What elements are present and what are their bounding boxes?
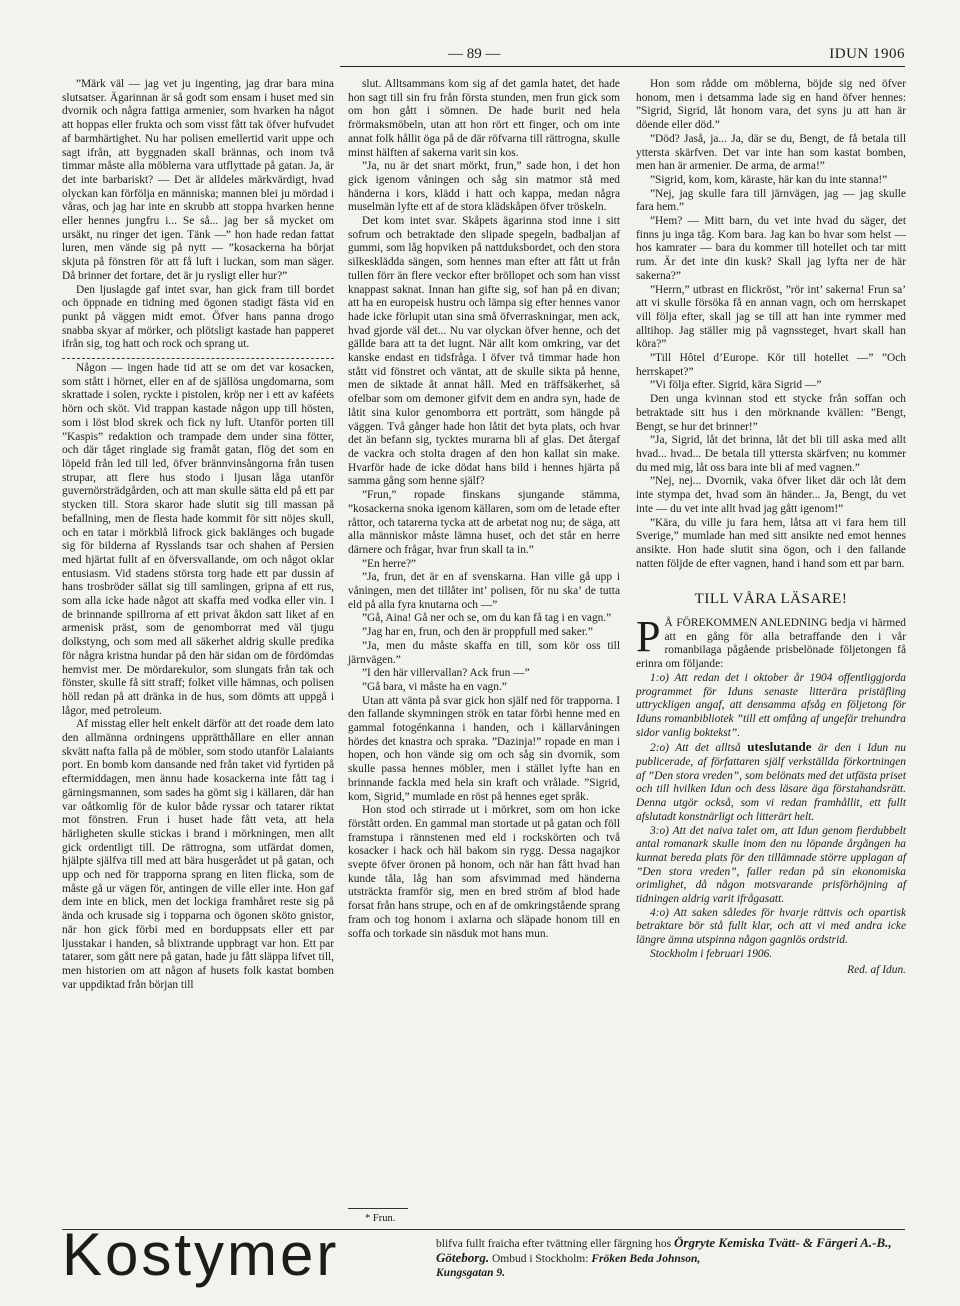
advertisement-agent-label: Ombud i Stockholm:	[491, 1253, 589, 1265]
notice-item-2-pre: 2:o) Att det alltså	[650, 742, 741, 755]
paragraph: ”Kära, du ville ju fara hem, låtsa att vi fara hem till Sverige,” mumlade han med sitt ansikte ned emot hennes ansikte. Hon hade slutit sina ögon, och i den fallande natten följde de efter vagnen, hand i hand som ett par barn.	[636, 516, 906, 570]
paragraph: Den ljuslagde gaf intet svar, han gick fram till bordet och öppnade en tidning med ögonen stadigt fästa vid en punkt på väggen midt emot. Öfver hans panna drogo snabba skyar af mörker, och plötsligt kastade han papperet ifrån sig, tog hatt och rock och sprang ut.	[62, 283, 334, 351]
advertisement-headline: Kostymer	[62, 1221, 340, 1288]
footnote-rule	[348, 1208, 408, 1209]
paragraph: Någon — ingen hade tid att se om det var kosacken, som stått i hörnet, eller en af de själlösa ungdomarna, som skrattade i solen, ryckte i pistolen, kröp ner i ett av kaféets hörn och sköt. Vid trappan kastade någon upp till hösten, som i löst blod skrek och fick ny luft. Utanför porten till ”Kaspis” redaktion och trampade dem under sina fötter, och där tåget ringlade sig framåt gatan, flög det som en löpeld från led till led, öfver brännvinsångorna från tusen strupar, att flere hus stodo i ljusan låga utanför guvernörsträdgården, och att man skulle sätta eld på ett par stycken till. Stora skaror hade slutit sig till massan på befallning, men de flesta hade kommit för sitt nöjes skull, och en tatar i mörkblå lifrock gick baklänges och bugade sig för bilderna af Rysslands tsar och shahen af Persien med hjärtat fullt af en öfversvallande, om och något oklar entusiasm. Vid stadens största torg hade ett par dussin af hans trosbröder sällat sig till samlingen, gripna af ett rus, som alla icke hade något att skaffa med vodka eller vin. I de brinnande spillrorna af ett privat åkdon satt liket af en armenisk präst, som de genomborrat med väl tjugu dolkstyng, och som med all säkerhet aldrig skulle predika för några kristna hundar på den här sidan om de fördömdas hemvist mer. De mördarekulor, som slungats från tak och fönster, skulle få sitt straff; folket ville hämnas, och polisen höll redan på att dränka in de hus, som dömts att uppgå i lågor, med petroleum.	[62, 362, 334, 717]
advertisement-address: Kungsgatan 9.	[436, 1267, 506, 1279]
notice-item-2-post: är den i Idun nu publicerade, af författaren själf verkställda förkortningen af ”Den stora vreden”, som belönats med det utfästa priset och till hvilken Idun och dess läsare äga förstahandsrätt. Denna utgör också, som vi redan framhållit, ett fullt afslutadt konstnärligt och litterärt helt.	[636, 742, 906, 823]
paragraph: ”Sigrid, kom, kom, käraste, här kan du inte stanna!”	[650, 173, 888, 186]
drop-cap: P	[636, 612, 661, 662]
paragraph: ”Nej, nej... Dvornik, vaka öfver liket där och låt dem inte stympa det, hvad som än händer... Ja, Bengt, du vet inte — du vet inte allt hvad jag gått igenom!”	[636, 475, 906, 515]
page-number: — 89 —	[448, 46, 501, 62]
paragraph: ”Märk väl — jag vet ju ingenting, jag drar bara mina slutsatser. Ägarinnan är så godt som ensam i huset med sin dvornik och några fattiga armenier, som hvarken ha något att hoppas eller frukta och som visst fått tak öfver hufvudet af barmhärtighet. Nu har polisen emellertid varit uppe och sagt ifrån, att byggnaden skall brännas, och inom två timmar måste alla möblerna vara utflyttade på gatan. Ja, är det inte barbariskt? — Det är alldeles märkvärdigt, hvad olyckan kan förfölja en människa; mannen blei ju mördad i våras, och jag har inte en skrubb att stoppa hvarken henne eller hennes jungfru i... Se så... jag ber så mycket om ursäkt, nu ringer det igen. Tänk —” hon hade redan fattat luren, men vände sig på nytt — ”kosackerna ha börjat skjuta på fönstren för att få luft i luckan, som man säger. Då brinner det fortare, det är ju rysligt eller hur?”	[62, 78, 334, 282]
notice-item-2	[636, 740, 906, 824]
paragraph: Hon som rådde om möblerna, böjde sig ned öfver honom, men i detsamma lade sig en hand öfver hennes: ”Sigrid, Sigrid, låt honom vara, det syns ju att han är döende eller död.”	[636, 78, 906, 132]
notice-intro	[636, 612, 906, 672]
paragraph: Det kom intet svar. Skåpets ägarinna stod inne i sitt sofrum och betraktade den slipade spegeln, badbaljan af gummi, som låg hopviken på nattduksbordet, och den stora silkesklädda sängen, som hennes man efter att fått ut från tullen förr än flere veckor efter bröllopet och som han visst knappast saknat. Innan han gifte sig, sof han på en divan; att ha en europeisk hustru och lämpa sig efter hennes vanor hade icke förlupit utan sina små öfverraskningar, men ack, hvad gjorde väl det... Nu var olyckan öfver henne, och det gällde bara att ta det lugnt. När allt kom omkring, var det kanske endast en tidsfråga. I öfver två timmar hade hon stått vid fönstret och väntat, att de skulle sikta på henne, men de siktade åt annat håll. Med en träffsäkerhet, så ofelbar som om demoner gifvit dem en andra syn, hade de låtit sina kulor genomborra ett porträtt, som hängde på väggen. Två gånger hade hon låtit det byta plats, och hvar det än befann sig, tycktes murarna bli af glas. Det återgaf de vackra och stolta dragen af den hon kallat sin make. Hvarför hade de icke dödat hans bild i hennes hjärta på samma gång som henne själf?	[348, 215, 620, 488]
paragraph: Af misstag eller helt enkelt därför att det roade dem lato den allmänna ordningens upprätthållare en eller annan skvätt nafta falla på de möbler, som stodo utanför Lalaiants port. En bomb kom dansande ned från taket vid fyrtiden på eftermiddagen, men ännu hade kosackerna inte fått tag i gärningsmannen, som sades ha gömt sig i källaren, där han var oåtkomlig för de kulor både ryssar och tatarer riktat mot fönstren. Frun i huset hade fått veta, att hela härligheten skulle stickas i brand i mörkningen, men allt gick ordentligt till. De rättrogna, som utfärdat domen, hjälpte själfva till med att bära husgerådet ut på gatan, och upp och ned för trapporna sprang en liten flicka, som de måste gå ur vägen för, antingen de ville eller inte. Hon gaf dem inte en blick, men det lockiga framhåret reste sig på ända och krusade sig i topparna och ögonen sköto gnistor, när hon gick förbi med en borduppsats eller ett par ljusstakar i handen, så blixtrande uppbragt var hon. Ett par tatarer, som gått nere på gatan, hade ju fått släppa lifvet till, men historien om att någon af husets folk kastat bomben var uppdiktad från början till	[62, 718, 334, 991]
advertisement-brand: Örgryte Kemiska Tvätt- & Färgeri A.-B., Göteborg.	[436, 1235, 892, 1265]
section-separator	[62, 358, 334, 359]
paragraph: ”Ja, Sigrid, låt det brinna, låt det bli till aska med allt hvad... hvad... De betala till yttersta skärfven; nu kommer du med mig, låt oss bara inte bli af med vagnen.”	[636, 434, 906, 474]
header-rule	[340, 66, 905, 67]
paragraph: ”Nej, jag skulle fara till järnvägen, jag — jag skulle fara hem.”	[636, 187, 906, 214]
paragraph: ”Ja, nu är det snart mörkt, frun,” sade hon, i det hon gick igenom våningen och såg sin matmor stå med händerna i kors, klädd i hatt och kappa, medan några muselmän lyfte ett af de stora klädskåpen öfver tröskeln.	[348, 160, 620, 214]
paragraph: ”Vi följa efter. Sigrid, kära Sigrid —”	[650, 379, 822, 392]
magazine-title: IDUN 1906	[829, 46, 905, 62]
column-1	[62, 78, 334, 992]
footnote: * Frun.	[365, 1213, 396, 1224]
notice-item-3: 3:o) Att det naiva talet om, att Idun genom fierdubbelt antal romanark skulle inom den nu löpande årgången ha kunnat bereda plats för den tillämnade större upplagan af ”Den stora vreden”, faller redan på sin ekonomiska orimlighet, då någon motsvarande prisförhöjning af tidningen aldrig varit ifrågasatt.	[636, 824, 906, 906]
paragraph: ”Död? Jaså, ja... Ja, där se du, Bengt, de få betala till yttersta skärfven. Det var inte han som kastat bomben, men han är armenier. De arma, de arma!”	[636, 132, 906, 173]
paragraph: ”Frun,” ropade finskans sjungande stämma, ”kosackerna snoka igenom källaren, som om de letade efter råttor, och tatarerna tycka att de arbetat nog nu; de säga, att alla människor måste lämna huset, och det står en herre därnere och frågar, hvar frun skall ta in.”	[348, 489, 620, 556]
column-2	[348, 78, 620, 941]
paragraph: ”Ja, frun, det är en af svenskarna. Han ville gå upp i våningen, men det tillåter int’ polisen, för nu ska’ de tutta eld på alla fyra knutarna och —”	[348, 571, 620, 611]
notice-signature: Red. af Idun.	[847, 963, 906, 976]
paragraph: Hon stod och stirrade ut i mörkret, som om hon icke förstått orden. En gammal man stortade ut på gatan och föll framstupa i rännstenen med eld i rockskörten och två kosacker i hack och häl bakom sin rygg. Dessa nagajkor svepte öfver öronen på honom, och när han fått hvad han kunde tåla, låg han som afsvimmad med händerna utsträckta framför sig, men en bred ström af blod hade forsat från hans strupe, och en af de omkringstående sprang fram och tog honom i axlarna och släpade honom till en soffa och torkade sin näsduk mot hans mun.	[348, 804, 620, 940]
notice-title: TILL VÅRA LÄSARE!	[694, 591, 848, 608]
paragraph: ”Herrn,” utbrast en flickröst, ”rör int’ sakerna! Frun sa’ att vi skulle försöka få en annan vagn, och om herrskapet vill följa efter, skall jag se till att han inte rymmer med alltihop. Jag ställer mig på vagnssteget, hvart skall han köra?”	[636, 283, 906, 351]
paragraph: ”Hem? — Mitt barn, du vet inte hvad du säger, det finns ju inga tåg. Kom bara. Jag kan bo hvar som helst — hos kamrater — bara du kommer till hotellet och tar mitt rum. Är det inte din kusk? Skall jag lyfta ner de här sakerna?”	[636, 215, 906, 282]
paragraph: ”Gå bara, vi måste ha en vagn.”	[362, 680, 507, 693]
column-3	[636, 78, 906, 977]
notice-item-2-emphasis: uteslutande	[747, 739, 812, 755]
paragraph: ”Till Hôtel d’Europe. Kör till hotellet —” ”Och herrskapet?”	[636, 352, 906, 378]
advertisement-text	[436, 1236, 906, 1280]
advertisement-lead: blifva fullt fraicha efter tvättning eller färgning hos	[436, 1238, 672, 1250]
page-header	[60, 44, 905, 66]
notice-intro-text: Å FÖREKOMMEN ANLEDNING bedja vi härmed att en gång för alla betraffande den i vår romanbilaga pågående prisbelönade följetongen få erinra om följande:	[636, 617, 906, 671]
paragraph: ”I den här villervallan? Ack frun —”	[362, 667, 530, 680]
paragraph: ”Ja, men du måste skaffa en till, som kör oss till järnvägen.”	[348, 639, 620, 666]
advertisement-agent-name: Fröken Beda Johnson,	[591, 1253, 701, 1265]
notice-item-1: 1:o) Att redan det i oktober år 1904 offentliggjorda programmet för Iduns senaste litterära pristäfling uttryckligen angaf, att densamma afsåg en följetong för Iduns romanbibliotek ”till ett omfång af ungefär trehundra sidor vanlig boktekst”.	[636, 671, 906, 739]
reader-notice	[636, 593, 906, 977]
paragraph: ”Gå, Aina! Gå ner och se, om du kan få tag i en vagn.”	[362, 612, 612, 625]
paragraph: slut. Alltsammans kom sig af det gamla hatet, det hade hon sagt till sin fru från första stunden, men frun gick som om hon gått i sömnen. De hade burit ned hela frörmaksmöbeln, utan att hon rört ett finger, och om inte annat folk hållit öga på de där röfvarna till rättrogna, skulle minst hälften af sakerna varit sin kos.	[348, 78, 620, 159]
paragraph: ”En herre?”	[362, 557, 417, 570]
paragraph: ”Jag har en, frun, och den är proppfull med saker.”	[362, 626, 593, 639]
paragraph: Utan att vänta på svar gick hon själf ned för trapporna. I den fallande skymningen strök en tatar förbi henne med en gammal fotogénkanna i handen, och i källarvåningen hördes det knastra och spraka. ”Dazinja!” ropade en man i hopen, och hon vände sig om och såg sin dvornik, som skulle passa hennes möbler, men i stället lyfte han en brinnande fackla med hela sin kraft och vrålade. ”Sigrid, kom, Sigrid,” mumlade en röst på hennes eget språk.	[348, 694, 620, 803]
paragraph: Den unga kvinnan stod ett stycke från soffan och betraktade sitt hus i den mörknande kvällen: ”Bengt, Bengt, se hur det brinner!”	[636, 393, 906, 433]
notice-dateline: Stockholm i februari 1906.	[650, 947, 773, 960]
notice-item-4: 4:o) Att saken således för hvarje rättvis och opartisk betraktare bör stå fullt klar, och att vi med andra icke längre ämna utspinna någon gagnlös ordstrid.	[636, 906, 906, 947]
